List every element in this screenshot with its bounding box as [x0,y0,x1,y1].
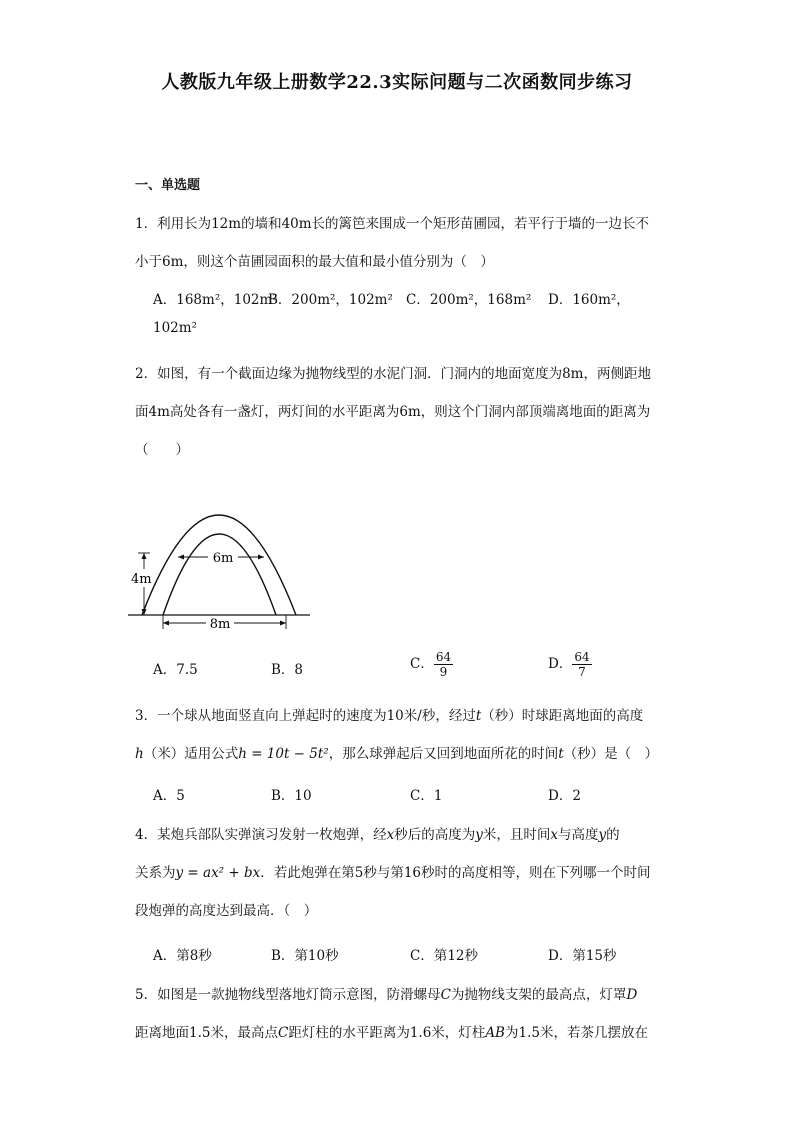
q3-line-1 [135,697,665,735]
q4-line-3: 段炮弹的高度达到最高．（ ） [135,903,318,919]
q4-text: 4．某炮兵部队实弹演习发射一枚炮弹，经 [135,827,387,843]
section-heading: 一、单选题 [135,178,201,193]
q4-option-d[interactable]: D．第15秒 [548,948,617,964]
q3-option-d[interactable]: D．2 [548,788,581,804]
q4-formula: y = ax² + bx [175,865,261,881]
q3-text: ，那么球弹起后又回到地面所花的时间 [328,746,559,762]
q5-text: 距灯柱的水平距离为1.6米，灯柱 [288,1025,486,1041]
q4-line-2 [135,854,665,892]
q2-option-c[interactable] [410,650,453,679]
q3-option-a[interactable]: A．5 [153,788,185,804]
q4-option-b[interactable]: B．第10秒 [271,948,339,964]
q3-line-2 [135,735,665,773]
q3-formula: h = 10t − 5t² [238,746,329,762]
q2-option-d-fraction [572,650,591,679]
label-6m: 6m [212,551,234,566]
q1-option-a[interactable]: A．168m²，102m² [153,292,278,308]
q2-option-d-num: 64 [574,650,590,664]
q3-text: （秒）时球距离地面的高度 [481,708,644,724]
q3-var-h: h [135,746,144,762]
q4-text: 与高度 [557,827,599,843]
q3-text: （米）适用公式 [143,746,239,762]
q2-option-c-fraction [434,650,453,679]
question-3 [135,697,665,773]
q2-option-c-label: C． [410,656,434,672]
q4-var-y: y [598,827,607,843]
q2-option-a[interactable]: A．7.5 [153,662,198,678]
arch-figure [128,465,318,635]
q3-var-t: t [558,746,564,762]
inner-arch [163,534,276,615]
q1-line-1: 1．利用长为12m的墙和40m长的篱笆来围成一个矩形苗圃园，若平行于墙的一边长不 [135,216,650,232]
q5-text: 为1.5米，若茶几摆放在 [504,1025,648,1041]
q4-option-a[interactable]: A．第8秒 [153,948,212,964]
q2-line-1: 2．如图，有一个截面边缘为抛物线型的水泥门洞．门洞内的地面宽度为8m，两侧距地 [135,366,651,382]
q4-text: ．若此炮弹在第5秒与第16秒时的高度相等，则在下列哪一个时间 [260,865,651,881]
q3-var-t: t [475,708,482,724]
q4-text: 的 [606,827,620,843]
q4-var-y: y [475,827,483,843]
q5-var-ab: AB [485,1025,505,1041]
q5-text: 距离地面1.5米，最高点 [135,1025,278,1041]
question-5 [135,976,665,1052]
question-4 [135,816,665,930]
q5-line-1 [135,976,665,1014]
q3-text: （秒）是（ ） [563,746,659,762]
q3-text: 3．一个球从地面竖直向上弹起时的速度为10米/秒，经过 [135,708,476,724]
page-title: 人教版九年级上册数学22.3实际问题与二次函数同步练习 [161,72,633,93]
label-4m: 4m [131,572,152,587]
q5-var-c: C [440,987,451,1003]
q5-line-2 [135,1014,665,1052]
q3-option-c[interactable]: C．1 [410,788,443,804]
q4-var-x: x [550,827,558,843]
q2-option-c-num: 64 [435,650,452,664]
q5-var-d: D [626,987,638,1003]
q1-option-c[interactable]: C．200m²，168m² [406,292,532,308]
q2-option-d[interactable] [548,650,592,679]
q5-text: 为抛物线支架的最高点，灯罩 [450,987,627,1003]
q2-option-d-label: D． [548,656,573,672]
q2-line-2: 面4m高处各有一盏灯，两灯间的水平距离为6m，则这个门洞内部顶端离地面的距离为 [135,404,651,420]
q4-line-1 [135,816,665,854]
label-8m: 8m [209,617,231,632]
question-1 [135,205,665,281]
q2-line-3: （ ） [135,442,189,458]
q1-line-2: 小于6m，则这个苗圃园面积的最大值和最小值分别为（ ） [135,254,494,270]
q2-options [153,650,673,684]
q2-option-c-den: 9 [439,665,448,679]
q5-var-c: C [277,1025,289,1041]
q4-text: 关系为 [135,865,176,881]
q1-option-d[interactable]: D．160m²， [548,292,630,308]
q4-text: 米，且时间 [482,827,551,843]
q3-option-b[interactable]: B．10 [271,788,312,804]
question-2 [135,355,665,469]
q1-option-b[interactable]: B．200m²，102m² [268,292,393,308]
q1-option-d-cont: 102m² [153,320,197,336]
q5-text: 5．如图是一款抛物线型落地灯筒示意图，防滑螺母 [135,987,441,1003]
q4-text: 秒后的高度为 [394,827,476,843]
q4-option-c[interactable]: C．第12秒 [410,948,479,964]
q2-option-b[interactable]: B．8 [271,662,304,678]
q4-var-x: x [386,827,395,843]
q2-option-d-den: 7 [578,665,586,679]
